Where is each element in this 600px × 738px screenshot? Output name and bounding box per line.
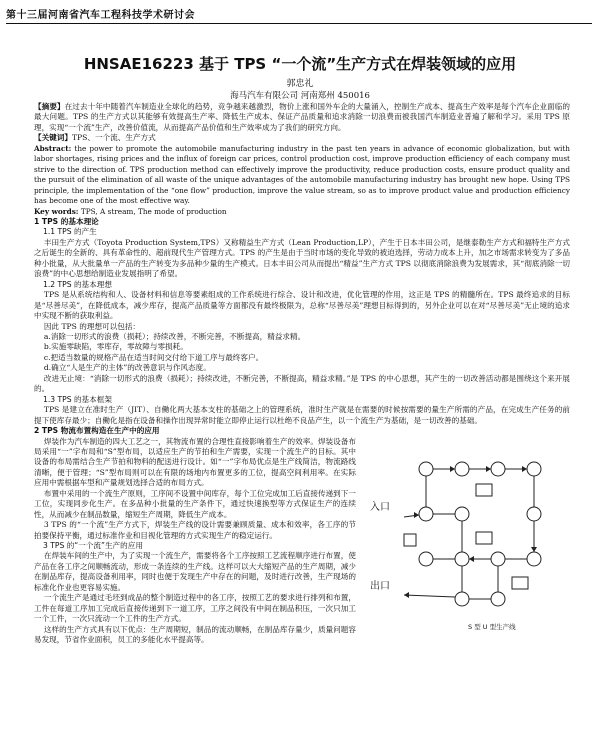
paragraph: 丰田生产方式（Toyota Production System,TPS）又称精益生产方式（Lean Production,LP），产生于日本丰田公司，是继泰勒生产方式和福特生产方式之后诞生的全新的、具有革命性的、超前现代生产管理方式。TPS 的产生是由于当时市场的变化导致的被迫选择，劳动力成本上升，加之市场需求转变为了多品种小批量，从大批量单一产品的生产转变为多品种少量的生产模式。日本丰田公司从而提出“精益”生产方式 TPS 以彻底消除浪费为发展需求，其“彻底消除一切浪费”的中心思想给制造业发展指明了希望。 bbox=[34, 237, 570, 279]
keywords-cn: 【关键词】TPS、一个流、生产方式 bbox=[34, 133, 156, 143]
station-node bbox=[491, 592, 505, 606]
station-node bbox=[419, 462, 433, 476]
s-u-line-figure bbox=[364, 439, 570, 635]
paragraph: 布置中采用的一个流生产原则，工序间不设置中间库存，每个工位完成加工后直接传递到下一工位，实现同步化生产。在多品种小批量的生产条件下，通过快速换型等方式保证生产的连续性，从而减少在制品数量，缩短生产周期，降低生产成本。 bbox=[34, 488, 356, 519]
arrow-head bbox=[522, 466, 527, 472]
subsection-heading: 1.2 TPS 的基本理想 bbox=[43, 279, 112, 289]
workstation-box bbox=[512, 577, 528, 589]
section-heading: 2 TPS 物流布置构造在生产中的应用 bbox=[34, 426, 160, 436]
arrow-head bbox=[450, 466, 455, 472]
station-node bbox=[527, 507, 541, 521]
list-item: a.消除一切形式的浪费（损耗）；持续改善，不断完善，不断提高，精益求精。 bbox=[43, 331, 306, 341]
station-node bbox=[455, 552, 469, 566]
abstract-cn: 【摘要】在过去十年中随着汽车制造业全球化的趋势，竞争越来越激烈，物价上涨和国外车企的大量涌入，控制生产成本、提高生产效率是每个汽车企业面临的最大问题。TPS 的生产方式以其能够有效提高生产率、降低生产成本、保证产品质量和追求消除一切浪费而被我国汽车制造业普遍了解和学习。采用 TPS 原理，实现“一个流”生产，改善价值流，从而提高产品价值和生产效率成为了我们的研究方向。 bbox=[34, 102, 571, 132]
paragraph: 3 TPS 的“一个流”生产方式下，焊装生产线的设计需要兼顾质量、成本和效率，各工序的节拍要保持平衡，通过标准作业和目视化管理的方式实现生产的稳定运行。 bbox=[34, 520, 356, 540]
paper-title: HNSAE16223 基于 TPS “一个流”生产方式在焊装领域的应用 bbox=[83, 55, 517, 73]
list-item: d.确立“人是生产的主体”的改善意识与作风态度。 bbox=[43, 363, 211, 373]
paper-body bbox=[34, 102, 570, 646]
paragraph: 因此 TPS 的理想可以包括： bbox=[43, 321, 141, 331]
paragraph: 这样的生产方式具有以下优点：生产周期短，制品的流动顺畅，在制品库存量少，质量问题容易发现，节省作业面积，员工的多能化水平提高等。 bbox=[34, 624, 356, 645]
author: 郭忠礼 bbox=[286, 79, 314, 89]
station-node bbox=[491, 552, 505, 566]
arrow-head bbox=[469, 556, 474, 562]
paragraph: 在焊装车间的生产中，为了实现一个流生产，需要将各个工序按照工艺流程顺序进行布置，使产品在各工序之间顺畅流动，形成一条连续的生产线。这样可以大大缩短产品的生产周期，减少在制品库存，提高设备利用率，同时也便于发现生产中存在的问题，及时进行改善，生产现场的标准化作业也更容易实施。 bbox=[34, 551, 356, 592]
subsection-heading: 3 TPS 的“一个流”生产的应用 bbox=[43, 541, 143, 551]
arrow-head bbox=[531, 547, 537, 552]
arrow-head bbox=[414, 512, 419, 518]
workstation-box bbox=[476, 484, 492, 496]
station-node bbox=[491, 462, 505, 476]
exit-label: 出口 bbox=[370, 580, 390, 592]
station-node bbox=[419, 507, 433, 521]
paragraph: TPS 是从系统结构和人、设备材料和信息等要素组成的工作系统进行综合、设计和改进，优化管理的作用，这正是 TPS 的精髓所在。TPS 最终追求的目标是“尽善尽美”，在降低成本，减少库存，提高产品质量等方面都没有最终极限为，总称“尽善尽美”理想目标得到的，另外企业可以在对“尽善尽美”无止境的追求中实现不断的获取利益。 bbox=[34, 290, 570, 321]
station-node bbox=[455, 462, 469, 476]
paragraph: 改进无止境：“消除一切形式的浪费（损耗）；持续改进，不断完善，不断提高，精益求精。”是 TPS 的中心思想，其产生的一切改善活动都是围绕这个来开展的。 bbox=[34, 373, 570, 394]
arrow-head bbox=[486, 466, 491, 472]
subsection-heading: 1.3 TPS 的基本框架 bbox=[43, 394, 112, 404]
paragraph: TPS 是建立在准时生产（JIT）、自働化两大基本支柱的基础之上的管理系统，准时生产就是在需要的时候按需要的量生产所需的产品，在完成生产任务的前提下使库存最少；自働化是指在设备和操作出现异常时能立即停止运行以杜绝不良品产生，以一个流生产为基础，是一切改善的基础。 bbox=[34, 405, 570, 425]
arrow-head bbox=[404, 592, 409, 598]
subsection-heading: 1.1 TPS 的产生 bbox=[43, 227, 97, 237]
station-node bbox=[419, 552, 433, 566]
list-item: b.实施零缺陷，零库存，零故障与零损耗。 bbox=[43, 342, 188, 352]
abstract-en: Abstract: the power to promote the automobile manufacturing industry in the past ten years in advance of economic globalization, but with labor shortages, rising prices and the influx of foreign car prices, control production cost, improve production efficiency of each company must strive to the direction of. TPS production method can effectively improve the productivity, reduce production costs, ensure product quality and the pursuit of the elimination of all waste of the unique advantages of the automobile manufacturing industry has brought new hope. Using TPS principle, the implementation of the “one flow” production, improve the value stream, so as to improve product value and production efficiency has become one of the most effective way. bbox=[34, 143, 570, 206]
list-item: c.把适当数量的规格产品在适当时间交付给下道工序与最终客户。 bbox=[43, 352, 264, 362]
flow-path bbox=[404, 595, 455, 597]
journal-header: 第十三届河南省汽车工程科技学术研讨会 bbox=[6, 6, 592, 24]
paragraph: 一个流生产是通过毛坯到成品的整个制造过程中的各工序，按照工艺的要求进行排列和布置，工件在每道工序加工完成后直接传递到下一道工序，工序之间没有中间在制品积压，一次只加工一个工件，一次只流动一个工件的生产方式。 bbox=[34, 593, 356, 624]
station-node bbox=[527, 462, 541, 476]
production-line-diagram bbox=[364, 439, 570, 635]
workstation-box bbox=[476, 532, 492, 544]
station-node bbox=[455, 592, 469, 606]
paragraph: 焊装作为汽车制造的四大工艺之一，其物流布置的合理性直接影响着生产的效率。焊装设备布局采用“一”字布局和“S”型布局，以适应生产的节拍和生产需要，实现一个流生产的目标。其中设备的布局需结合生产节拍和物料的配送进行设计。如“一”字布局优点是生产线简洁，物流路线清晰，便于管理；“S”型布局则可以在有限的场地内布置更多的工位，提高空间利用率。在实际应用中需根据车型和产量规划选择合适的布局方式。 bbox=[34, 436, 356, 488]
section-heading: 1 TPS 的基本理论 bbox=[34, 216, 99, 226]
station-node bbox=[455, 507, 469, 521]
workstation-box bbox=[404, 534, 416, 546]
keywords-en: Key words: TPS, A stream, The mode of production bbox=[34, 206, 227, 216]
station-node bbox=[527, 552, 541, 566]
affiliation: 海马汽车有限公司 河南郑州 450016 bbox=[230, 91, 370, 101]
entrance-label: 入口 bbox=[370, 501, 390, 513]
figure-caption: S 型 U 型生产线 bbox=[468, 622, 516, 631]
